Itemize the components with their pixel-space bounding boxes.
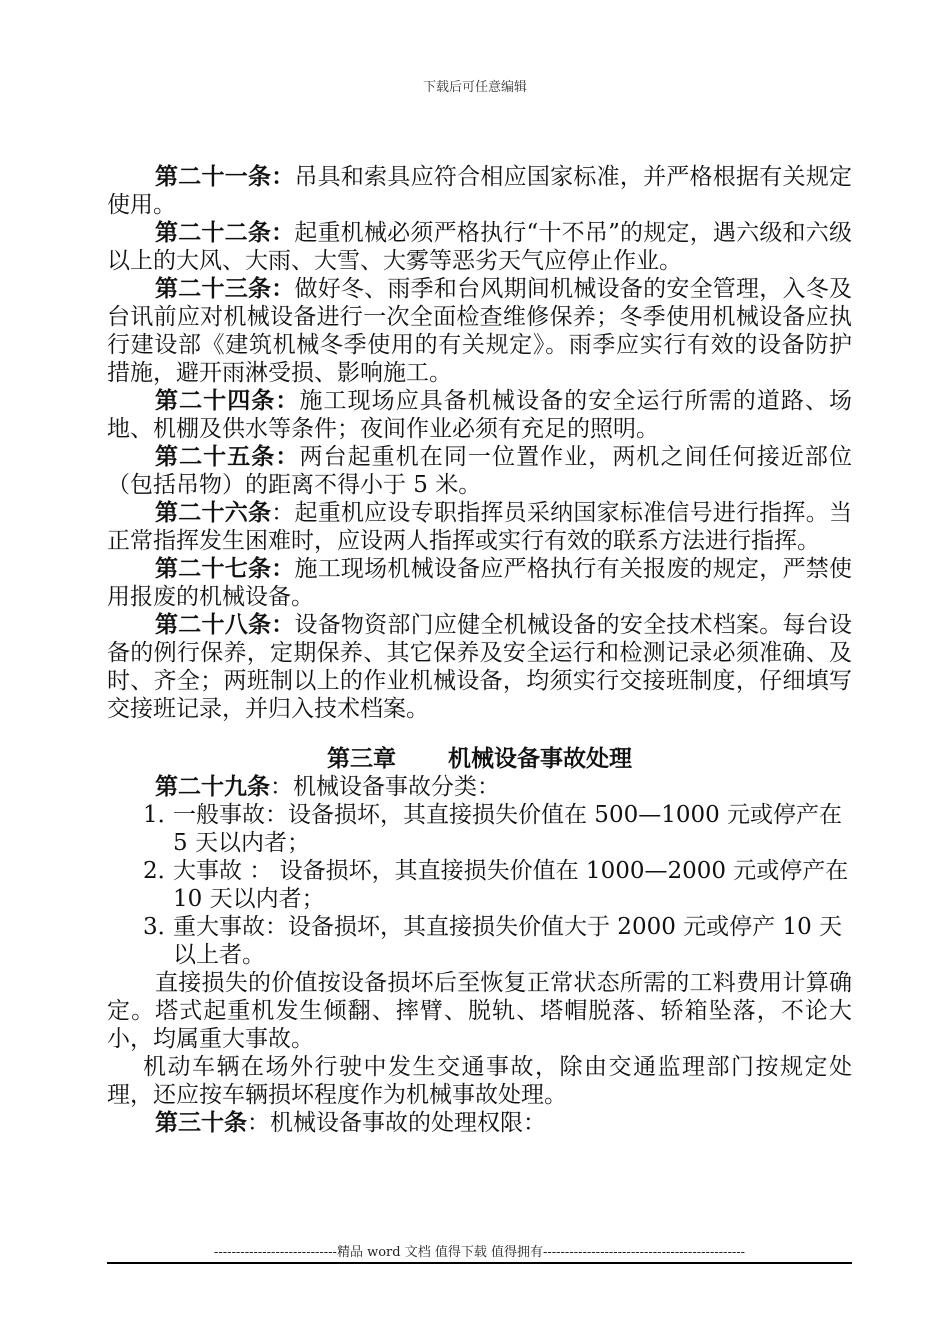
article-30	[107, 1109, 852, 1137]
article-text: 两台起重机在同一位置作业，两机之间任何接近部位（包括吊物）的距离不得小于 5 米。	[107, 444, 853, 498]
list-text: 一般事故：设备损坏，其直接损失价值在 500—1000 元或停产在 5 天以内者；	[173, 802, 843, 856]
list-text: 大事故 ： 设备损坏，其直接损失价值在 1000—2000 元或停产在 10 天以内者；	[173, 858, 849, 912]
article-label: 第二十七条：	[155, 555, 295, 582]
article-27	[107, 555, 852, 611]
article-label: 第二十一条：	[155, 163, 295, 190]
article-24	[107, 387, 852, 443]
document-body	[107, 163, 852, 1137]
article-text: ：机械设备事故的处理权限：	[247, 1110, 546, 1136]
chapter-number: 第三章	[327, 745, 396, 772]
article-21	[107, 163, 852, 219]
article-label: 第二十二条：	[155, 219, 295, 246]
article-label: 第二十八条：	[155, 611, 295, 638]
article-text: 做好冬、雨季和台风期间机械设备的安全管理，入冬及台讯前应对机械设备进行一次全面检查维修保养；冬季使用机械设备应执行建设部《建筑机械冬季使用的有关规定》。雨季应实行有效的设备防护措施，避开雨淋受损、影响施工。	[107, 276, 853, 386]
article-label: 第二十九条	[155, 773, 270, 800]
article-text: ：机械设备事故分类：	[270, 774, 500, 800]
list-text: 重大事故：设备损坏，其直接损失价值大于 2000 元或停产 10 天以上者。	[173, 914, 843, 968]
article-text: 起重机械必须严格执行“十不吊”的规定，遇六级和六级以上的大风、大雨、大雪、大雾等恶劣天气应停止作业。	[107, 220, 852, 274]
article-text: 施工现场应具备机械设备的安全运行所需的道路、场地、机棚及供水等条件；夜间作业必须有充足的照明。	[107, 388, 853, 442]
article-label: 第三十条	[155, 1109, 247, 1136]
article-22	[107, 219, 852, 275]
article-label: 第二十五条：	[155, 443, 300, 470]
article-text: 施工现场机械设备应严格执行有关报废的规定，严禁使用报废的机械设备。	[107, 556, 853, 610]
paragraph-motor-vehicle: 机动车辆在场外行驶中发生交通事故，除由交通监理部门按规定处理，还应按车辆损坏程度作为机械事故处理。	[107, 1054, 852, 1108]
chapter-heading	[107, 745, 852, 773]
paragraph-direct-loss: 直接损失的价值按设备损坏后至恢复正常状态所需的工料费用计算确定。塔式起重机发生倾翻、摔臂、脱轨、塔帽脱落、轿箱坠落，不论大小，均属重大事故。	[107, 970, 852, 1052]
article-28	[107, 611, 852, 723]
article-label: 第二十六条	[155, 499, 272, 526]
list-item	[143, 857, 852, 913]
list-item	[143, 913, 852, 969]
list-number: 3．	[143, 914, 181, 940]
article-text: 设备物资部门应健全机械设备的安全技术档案。每台设备的例行保养，定期保养、其它保养及安全运行和检测记录必须准确、及时、齐全；两班制以上的作业机械设备，均须实行交接班制度，仔细填写交接班记录，并归入技术档案。	[107, 612, 853, 722]
article-label: 第二十三条：	[155, 275, 295, 302]
article-29	[107, 773, 852, 801]
chapter-title: 机械设备事故处理	[448, 745, 632, 772]
list-number: 1．	[143, 802, 181, 828]
footer-divider	[107, 1262, 852, 1264]
article-23	[107, 275, 852, 387]
article-text: ：起重机应设专职指挥员采纳国家标准信号进行指挥。当正常指挥发生困难时，应设两人指挥或实行有效的联系方法进行指挥。	[107, 500, 853, 554]
page-footer: ----------------------------精品 word 文档 值得下载 值得拥有----------------------------------------------	[213, 1245, 746, 1260]
list-number: 2．	[143, 858, 181, 884]
page-header: 下载后可任意编辑	[422, 80, 527, 95]
list-item	[143, 801, 852, 857]
article-26	[107, 499, 852, 555]
article-text: 吊具和索具应符合相应国家标准，并严格根据有关规定使用。	[107, 164, 853, 218]
article-label: 第二十四条：	[155, 387, 300, 414]
article-25	[107, 443, 852, 499]
